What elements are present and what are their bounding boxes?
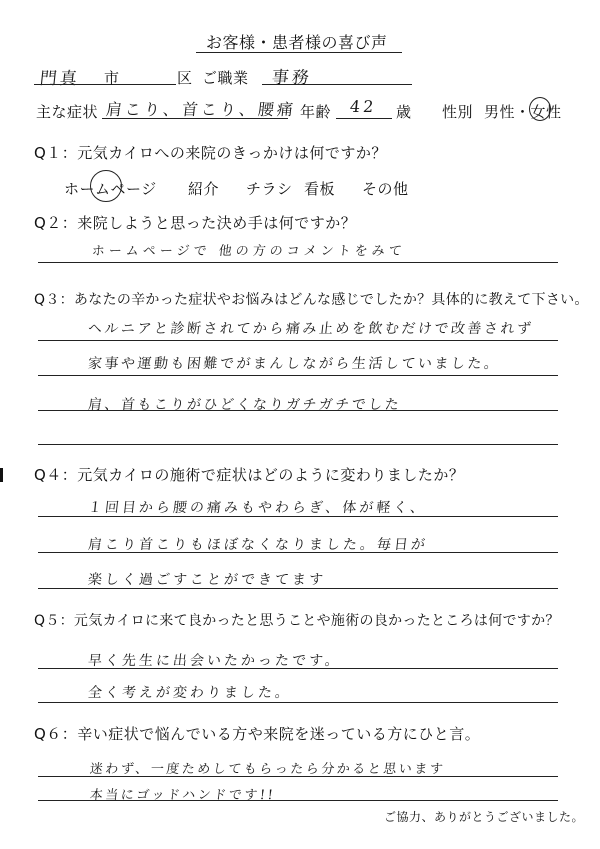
footer-thanks: ご協力、ありがとうございました。 xyxy=(384,810,585,824)
q3-answer-rule-2 xyxy=(38,375,558,376)
gender-options: 男性・女性 xyxy=(484,103,562,121)
q2-question: Q２：来院しようと思った決め手は何ですか？ xyxy=(34,214,357,232)
q5-answer-line-2: 全く考えが変わりました。 xyxy=(87,685,293,701)
q4-answer-line-2: 肩こり首こりもほぼなくなりました。毎日が xyxy=(87,537,429,553)
q1-question: Q１：元気カイロへの来院のきっかけは何ですか？ xyxy=(34,144,387,162)
q4-answer-rule-3 xyxy=(38,588,558,589)
q2-answer-line-1: ホームページで 他の方のコメントをみて xyxy=(91,244,407,259)
ward-underline xyxy=(126,84,176,85)
q6-answer-rule-1 xyxy=(38,776,558,777)
scan-edge-mark xyxy=(0,468,3,482)
q3-answer-rule-3 xyxy=(38,410,558,411)
q6-answer-line-2: 本当にゴッドハンドです!! xyxy=(89,788,277,803)
symptoms-value: 肩こり、首こり、腰痛 xyxy=(104,100,297,119)
q5-question: Q５：元気カイロに来て良かったと思うことや施術の良かったところは何ですか？ xyxy=(34,613,560,629)
q1-option-signboard: 看板 xyxy=(304,180,336,198)
ward-label: 区 xyxy=(177,69,193,87)
q3-answer-line-2: 家事や運動も困難でがまんしながら生活していました。 xyxy=(87,356,502,372)
q6-answer-line-1: 迷わず、一度ためしてもらったら分かると思います xyxy=(89,762,447,777)
title-underline xyxy=(196,52,402,53)
q1-option-other: その他 xyxy=(362,180,409,198)
q1-option-referral: 紹介 xyxy=(188,180,220,198)
q4-question: Q４：元気カイロの施術で症状はどのように変わりましたか？ xyxy=(34,466,465,484)
q1-option-flyer: チラシ xyxy=(246,180,293,198)
age-label: 年齢 xyxy=(300,103,332,121)
occupation-underline xyxy=(262,84,412,85)
q4-answer-rule-1 xyxy=(38,516,558,517)
symptoms-underline xyxy=(102,118,288,119)
age-value: 42 xyxy=(349,97,378,116)
q5-answer-rule-2 xyxy=(38,702,558,703)
q1-selection-circle xyxy=(90,170,122,202)
q4-answer-line-1: １回目から腰の痛みもやわらぎ、体が軽く、 xyxy=(87,500,428,516)
q2-answer-rule xyxy=(38,262,558,263)
q5-answer-rule-1 xyxy=(38,668,558,669)
q1-option-homepage: ホームページ xyxy=(64,180,157,198)
q3-question: Q３：あなたの辛かった症状やお悩みはどんな感じでしたか？具体的に教えて下さい。 xyxy=(34,292,589,308)
q4-answer-rule-2 xyxy=(38,552,558,553)
q3-answer-line-1: ヘルニアと診断されてから痛み止めを飲むだけで改善されず xyxy=(87,321,535,337)
q3-answer-rule-4 xyxy=(38,444,558,445)
q6-question: Q６：辛い症状で悩んでいる方や来院を迷っている方にひと言。 xyxy=(34,725,481,743)
q6-answer-rule-2 xyxy=(38,800,558,801)
q3-answer-line-3: 肩、首もこりがひどくなりガチガチでした xyxy=(87,397,402,413)
q5-answer-line-1: 早く先生に出会いたかったです。 xyxy=(87,653,343,669)
age-unit: 歳 xyxy=(396,103,412,121)
q4-answer-line-3: 楽しく過ごすことができてます xyxy=(87,572,327,588)
gender-selection-circle xyxy=(529,97,551,121)
gender-label: 性別 xyxy=(442,103,474,121)
occupation-label: ご職業 xyxy=(202,69,249,87)
q3-answer-rule-1 xyxy=(38,340,558,341)
city-value: 門真 xyxy=(38,69,81,89)
page-title: お客様・患者様の喜び声 xyxy=(206,33,388,52)
city-label: 市 xyxy=(104,69,120,87)
occupation-value: 事務 xyxy=(270,68,313,88)
symptoms-label: 主な症状 xyxy=(36,103,99,121)
age-underline xyxy=(336,118,392,119)
